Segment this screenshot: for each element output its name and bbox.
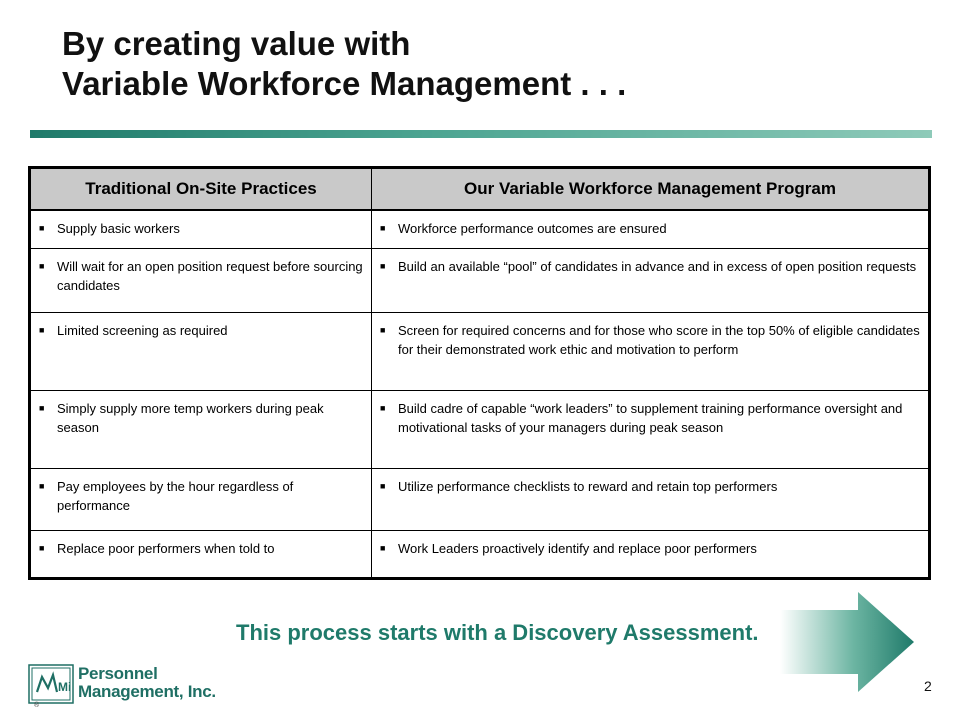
bullet-icon: ■ xyxy=(39,324,45,335)
logo-mark-text: Mi xyxy=(58,680,72,694)
table-row xyxy=(30,312,930,390)
cell-text: Will wait for an open position request before sourcing candidates xyxy=(57,258,363,293)
comparison-table xyxy=(28,166,931,580)
bullet-icon: ■ xyxy=(380,542,386,553)
company-name-line-2: Management, Inc. xyxy=(78,682,216,701)
table-row xyxy=(30,248,930,312)
table-row xyxy=(30,468,930,530)
traditional-practice-cell xyxy=(30,390,372,468)
table-row xyxy=(30,210,930,248)
bullet-icon: ■ xyxy=(380,260,386,271)
bullet-icon: ■ xyxy=(39,480,45,491)
title-line-1: By creating value with xyxy=(62,25,411,62)
traditional-practice-cell xyxy=(30,210,372,248)
arrow-icon xyxy=(780,592,920,692)
table-row xyxy=(30,390,930,468)
title-divider xyxy=(30,130,932,138)
traditional-practice-cell xyxy=(30,468,372,530)
cell-text: Build an available “pool” of candidates in advance and in excess of open position requests xyxy=(398,258,917,274)
bullet-icon: ■ xyxy=(39,402,45,413)
discovery-banner: This process starts with a Discovery Assessment. xyxy=(236,620,759,645)
program-practice-cell xyxy=(372,468,930,530)
table-header-row xyxy=(30,168,930,211)
bullet-icon: ■ xyxy=(39,223,45,233)
slide-title xyxy=(62,24,626,104)
company-name-line-1: Personnel xyxy=(78,664,158,683)
company-name xyxy=(78,665,216,701)
company-logo-icon xyxy=(28,664,74,704)
program-practice-cell xyxy=(372,248,930,312)
cell-text: Supply basic workers xyxy=(57,221,180,236)
bullet-icon: ■ xyxy=(380,324,386,335)
bullet-icon: ■ xyxy=(39,542,45,553)
title-line-2: Variable Workforce Management . . . xyxy=(62,65,627,102)
cell-text: Replace poor performers when told to xyxy=(57,540,275,556)
bullet-icon: ■ xyxy=(380,480,386,491)
page-number: 2 xyxy=(924,678,932,694)
cell-text: Utilize performance checklists to reward and retain top performers xyxy=(398,478,778,494)
column-header-traditional: Traditional On-Site Practices xyxy=(30,168,372,211)
bullet-icon: ■ xyxy=(380,402,386,413)
program-practice-cell xyxy=(372,390,930,468)
traditional-practice-cell xyxy=(30,312,372,390)
cell-text: Work Leaders proactively identify and replace poor performers xyxy=(398,540,757,556)
registered-mark: ® xyxy=(34,702,40,709)
cell-text: Workforce performance outcomes are ensured xyxy=(398,221,667,236)
cell-text: Build cadre of capable “work leaders” to supplement training performance oversight and motivational tasks of your managers during peak season xyxy=(398,400,903,435)
cell-text: Screen for required concerns and for those who score in the top 50% of eligible candidates for their demonstrated work ethic and motivation to perform xyxy=(398,322,920,357)
column-header-program: Our Variable Workforce Management Program xyxy=(372,168,930,211)
table-row xyxy=(30,530,930,578)
table-body xyxy=(30,210,930,578)
traditional-practice-cell xyxy=(30,248,372,312)
traditional-practice-cell xyxy=(30,530,372,578)
program-practice-cell xyxy=(372,530,930,578)
program-practice-cell xyxy=(372,210,930,248)
bullet-icon: ■ xyxy=(380,223,386,233)
cell-text: Limited screening as required xyxy=(57,322,228,338)
program-practice-cell xyxy=(372,312,930,390)
cell-text: Pay employees by the hour regardless of performance xyxy=(57,478,294,513)
cell-text: Simply supply more temp workers during peak season xyxy=(57,400,324,435)
bullet-icon: ■ xyxy=(39,260,45,271)
